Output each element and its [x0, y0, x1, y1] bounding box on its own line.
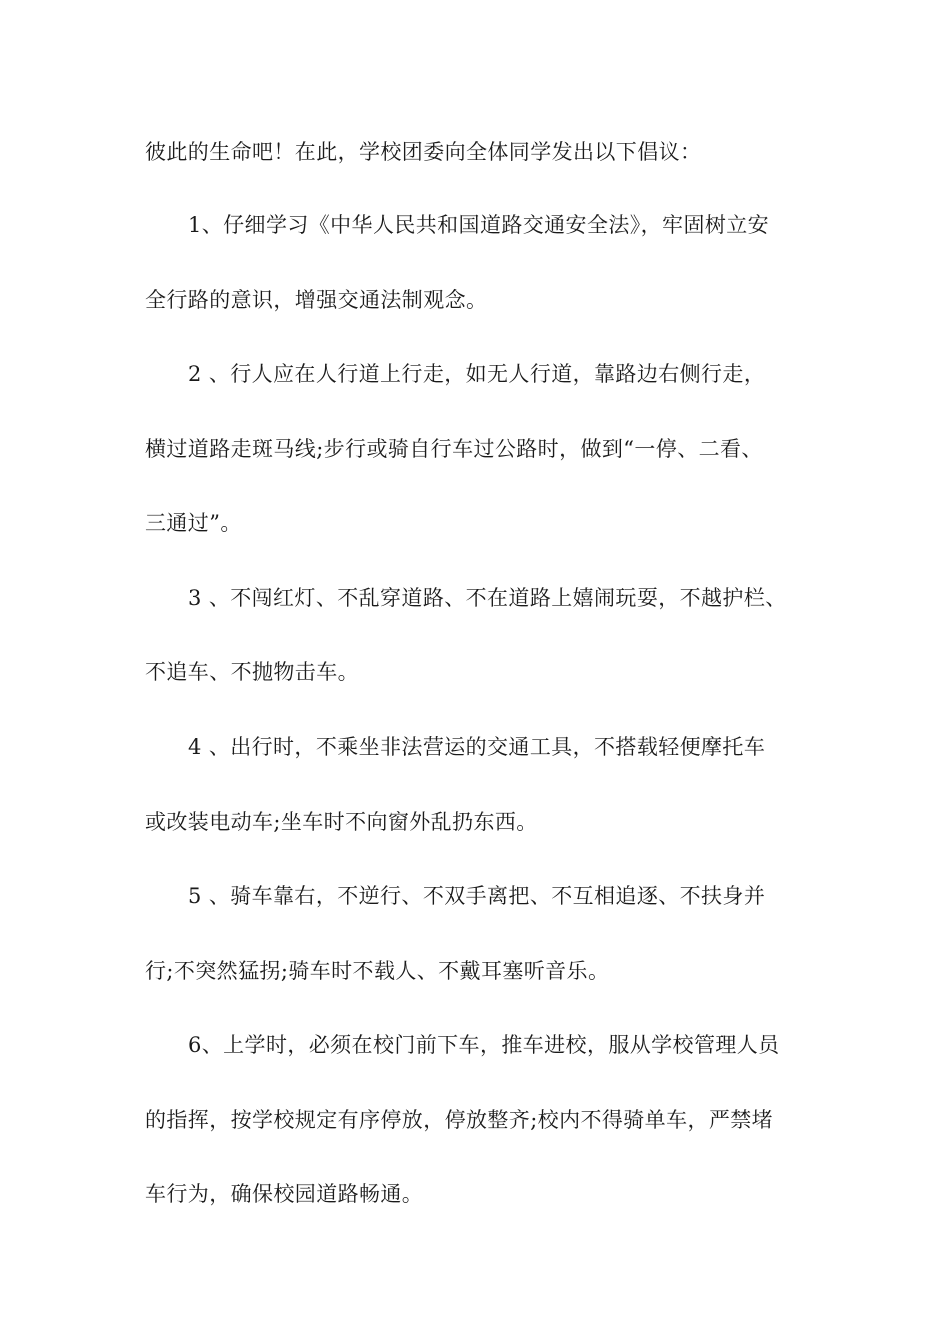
text-line-item-3-cont: 不追车、不抛物击车。: [145, 660, 359, 684]
text-line-item-4-start: 4 、出行时，不乘坐非法营运的交通工具，不搭载轻便摩托车: [188, 735, 766, 759]
text-line-item-1-cont: 全行路的意识，增强交通法制观念。: [145, 288, 488, 312]
text-line-item-5-cont: 行;不突然猛拐;骑车时不载人、不戴耳塞听音乐。: [145, 959, 610, 983]
text-line-item-2-start: 2 、行人应在人行道上行走，如无人行道，靠路边右侧行走，: [188, 362, 766, 386]
text-line-item-2-end: 三通过”。: [145, 511, 242, 535]
text-line-item-5-start: 5 、骑车靠右，不逆行、不双手离把、不互相追逐、不扶身并: [188, 884, 766, 908]
text-line-item-2-cont: 横过道路走斑马线;步行或骑自行车过公路时，做到“一停、二看、: [145, 437, 763, 461]
text-line-item-3-start: 3 、不闯红灯、不乱穿道路、不在道路上嬉闹玩耍，不越护栏、: [188, 586, 787, 610]
text-line-item-6-end: 车行为，确保校园道路畅通。: [145, 1182, 424, 1206]
text-line-item-1-start: 1、仔细学习《中华人民共和国道路交通安全法》，牢固树立安: [188, 213, 770, 237]
text-line-item-6-cont: 的指挥，按学校规定有序停放，停放整齐;校内不得骑单车，严禁堵: [145, 1108, 774, 1132]
text-line-item-4-cont: 或改装电动车;坐车时不向窗外乱扔东西。: [145, 810, 538, 834]
text-line-intro: 彼此的生命吧！在此，学校团委向全体同学发出以下倡议：: [145, 140, 702, 164]
text-line-item-6-start: 6、上学时，必须在校门前下车，推车进校，服从学校管理人员: [188, 1033, 780, 1057]
